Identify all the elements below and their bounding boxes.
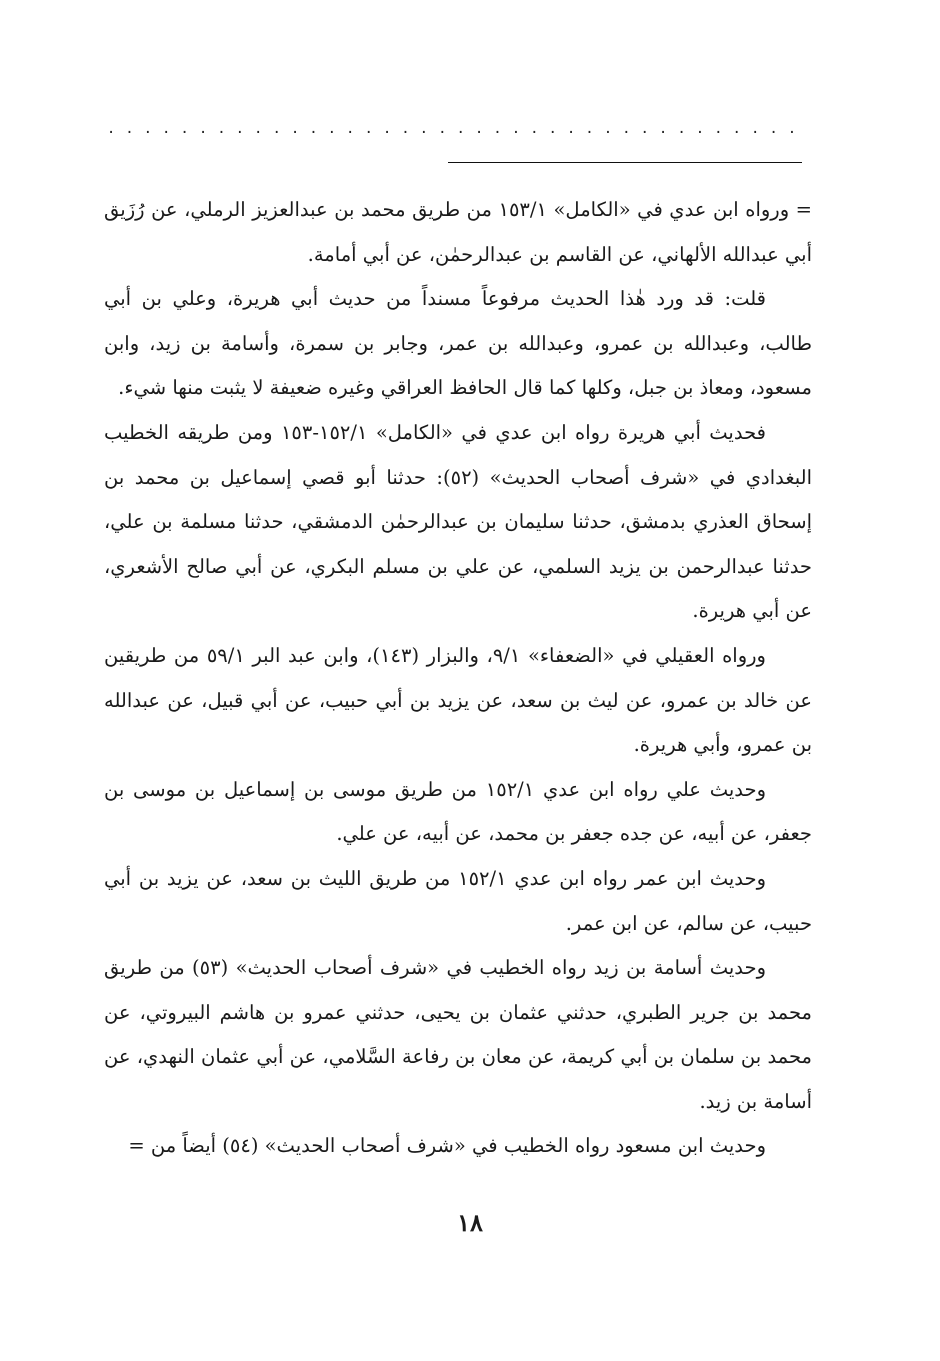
paragraph-continuation: = ورواه ابن عدي في «الكامل» ١٥٣/١ من طريق محمد بن عبدالعزيز الرملي، عن رُزَيق أبي عبدالله الألهاني، عن القاسم بن عبدالرحمٰن، عن أبي أمامة. [104, 198, 812, 266]
paragraph-ibn-masud: وحديث ابن مسعود رواه الخطيب في «شرف أصحاب الحديث» (٥٤) أيضاً من = [128, 1134, 766, 1158]
paragraph-uqayli: ورواه العقيلي في «الضعفاء» ٩/١، والبزار (١٤٣)، وابن عبد البر ٥٩/١ من طريقين عن خالد بن عمرو، عن ليث بن سعد، عن يزيد بن أبي حبيب، عن أبي قبيل، عن عبدالله بن عمرو، وأبي هريرة. [104, 643, 812, 757]
page-number: ١٨ [457, 1208, 483, 1237]
paragraph-ali: وحديث علي رواه ابن عدي ١٥٢/١ من طريق موسى بن إسماعيل بن موسى بن جعفر، عن أبيه، عن جده جعفر بن محمد، عن أبيه، عن علي. [104, 777, 812, 846]
paragraph-ibn-umar: وحديث ابن عمر رواه ابن عدي ١٥٢/١ من طريق الليث بن سعد، عن يزيد بن أبي حبيب، عن سالم، عن ابن عمر. [104, 866, 812, 935]
paragraph-note: قلت: قد ورد هٰذا الحديث مرفوعاً مسنداً من حديث أبي هريرة، وعلي بن أبي طالب، وعبدالله بن عمرو، وعبدالله بن عمر، وجابر بن سمرة، وأسامة بن زيد، وابن مسعود، ومعاذ بن جبل، وكلها كما قال الحافظ العراقي وغيره ضعيفة لا يثبت منها شيء. [104, 287, 812, 400]
paragraph-abu-hurayra: فحديث أبي هريرة رواه ابن عدي في «الكامل» ١٥٢/١-١٥٣ ومن طريقه الخطيب البغدادي في «شرف أصحاب الحديث» (٥٢): حدثنا أبو قصي إسماعيل بن محمد بن إسحاق العذري بدمشق، حدثنا سليمان بن عبدالرحمٰن الدمشقي، حدثنا مسلمة بن علي، حدثنا عبدالرحمن بن يزيد السلمي، عن علي بن مسلم البكري، عن أبي صالح الأشعري، عن أبي هريرة. [104, 420, 813, 623]
paragraph-usama: وحديث أسامة بن زيد رواه الخطيب في «شرف أصحاب الحديث» (٥٣) من طريق محمد بن جرير الطبري، حدثني عثمان بن يحيى، حدثني عمرو بن هاشم البيروتي، عن محمد بن سلمان بن أبي كريمة، عن معان بن رفاعة السَّلامي، عن أبي عثمان النهدي، عن أسامة بن زيد. [104, 956, 812, 1113]
footnote-text [104, 188, 812, 1169]
dotted-separator: ...................................... [108, 118, 808, 138]
footnote-rule [448, 162, 802, 163]
